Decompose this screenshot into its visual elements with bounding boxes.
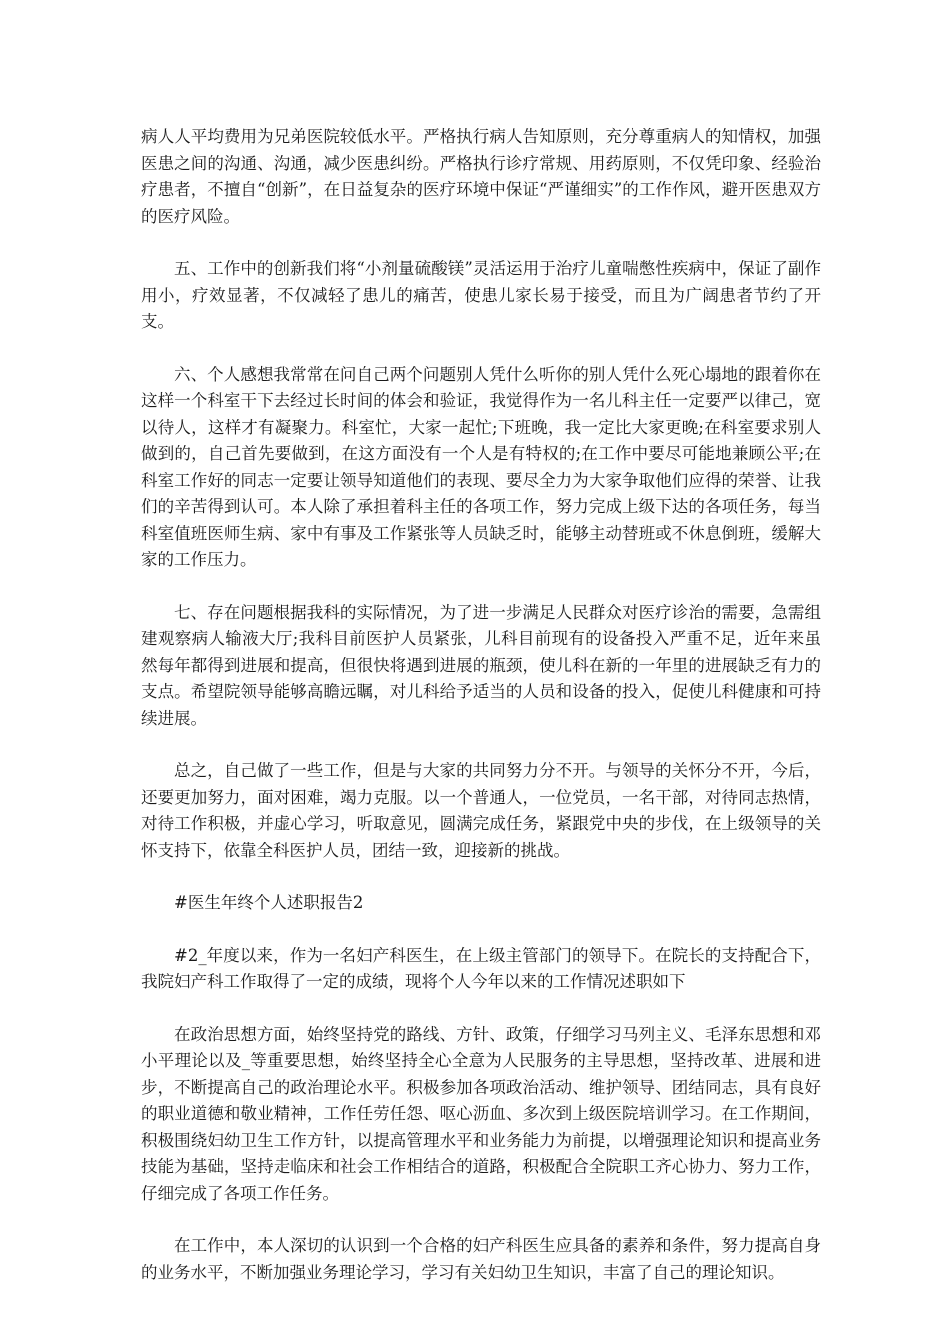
paragraph-report-intro: #2_年度以来，作为一名妇产科医生，在上级主管部门的领导下。在院长的支持配合下，我院妇产科工作取得了一定的成绩，现将个人今年以来的工作情况述职如下: [141, 945, 821, 991]
document-body: [141, 124, 821, 1312]
paragraph-existing-problems: 七、存在问题根据我科的实际情况，为了进一步满足人民群众对医疗诊治的需要，急需组建观察病人输液大厅;我科目前医护人员紧张，儿科目前现有的设备投入严重不足，近年来虽然每年都得到进展和提高，但很快将遇到进展的瓶颈，使儿科在新的一年里的进展缺乏有力的支点。希望院领导能够高瞻远瞩，对儿科给予适当的人员和设备的投入，促使儿科健康和可持续进展。: [141, 602, 821, 728]
paragraph-innovation: 五、工作中的创新我们将“小剂量硫酸镁”灵活运用于治疗儿童喘憋性疾病中，保证了副作用小，疗效显著，不仅减轻了患儿的痛苦，使患儿家长易于接受，而且为广阔患者节约了开支。: [141, 259, 821, 331]
paragraph-summary: 总之，自己做了一些工作，但是与大家的共同努力分不开。与领导的关怀分不开，今后，还要更加努力，面对困难，竭力克服。以一个普通人，一位党员，一名干部，对待同志热情，对待工作积极，并虚心学习，听取意见，圆满完成任务，紧跟党中央的步伐，在上级领导的关怀支持下，依靠全科医护人员，团结一致，迎接新的挑战。: [141, 761, 821, 860]
section-heading: #医生年终个人述职报告2: [174, 893, 364, 912]
paragraph-continuation: 病人人平均费用为兄弟医院较低水平。严格执行病人告知原则，充分尊重病人的知情权，加强医患之间的沟通、沟通，减少医患纠纷。严格执行诊疗常规、用药原则，不仅凭印象、经验治疗患者，不擅自“创新”，在日益复杂的医疗环境中保证“严谨细实”的工作作风，避开医患双方的医疗风险。: [141, 127, 821, 226]
paragraph-political-thought: 在政治思想方面，始终坚持党的路线、方针、政策，仔细学习马列主义、毛泽东思想和邓小平理论以及_等重要思想，始终坚持全心全意为人民服务的主导思想，坚持改革、进展和进步，不断提高自己的政治理论水平。积极参加各项政治活动、维护领导、团结同志，具有良好的职业道德和敬业精神，工作任劳任怨、呕心沥血、多次到上级医院培训学习。在工作期间，积极围绕妇幼卫生工作方针，以提高管理水平和业务能力为前提，以增强理论知识和提高业务技能为基础，坚持走临床和社会工作相结合的道路，积极配合全院职工齐心协力、努力工作，仔细完成了各项工作任务。: [141, 1024, 821, 1203]
paragraph-personal-thoughts: 六、个人感想我常常在问自己两个问题别人凭什么听你的别人凭什么死心塌地的跟着你在这样一个科室干下去经过长时间的体会和验证，我觉得作为一名儿科主任一定要严以律己，宽以待人，这样才有凝聚力。科室忙，大家一起忙;下班晚，我一定比大家更晚;在科室要求别人做到的，自己首先要做到，在这方面没有一个人是有特权的;在工作中要尽可能地兼顾公平;在科室工作好的同志一定要让领导知道他们的表现、要尽全力为大家争取他们应得的荣誉、让我们的辛苦得到认可。本人除了承担着科主任的各项工作，努力完成上级下达的各项任务，每当科室值班医师生病、家中有事及工作紧张等人员缺乏时，能够主动替班或不休息倒班，缓解大家的工作压力。: [141, 364, 821, 569]
paragraph-work-learning: 在工作中，本人深切的认识到一个合格的妇产科医生应具备的素养和条件，努力提高自身的业务水平，不断加强业务理论学习，学习有关妇幼卫生知识，丰富了自己的理论知识。: [141, 1236, 821, 1282]
